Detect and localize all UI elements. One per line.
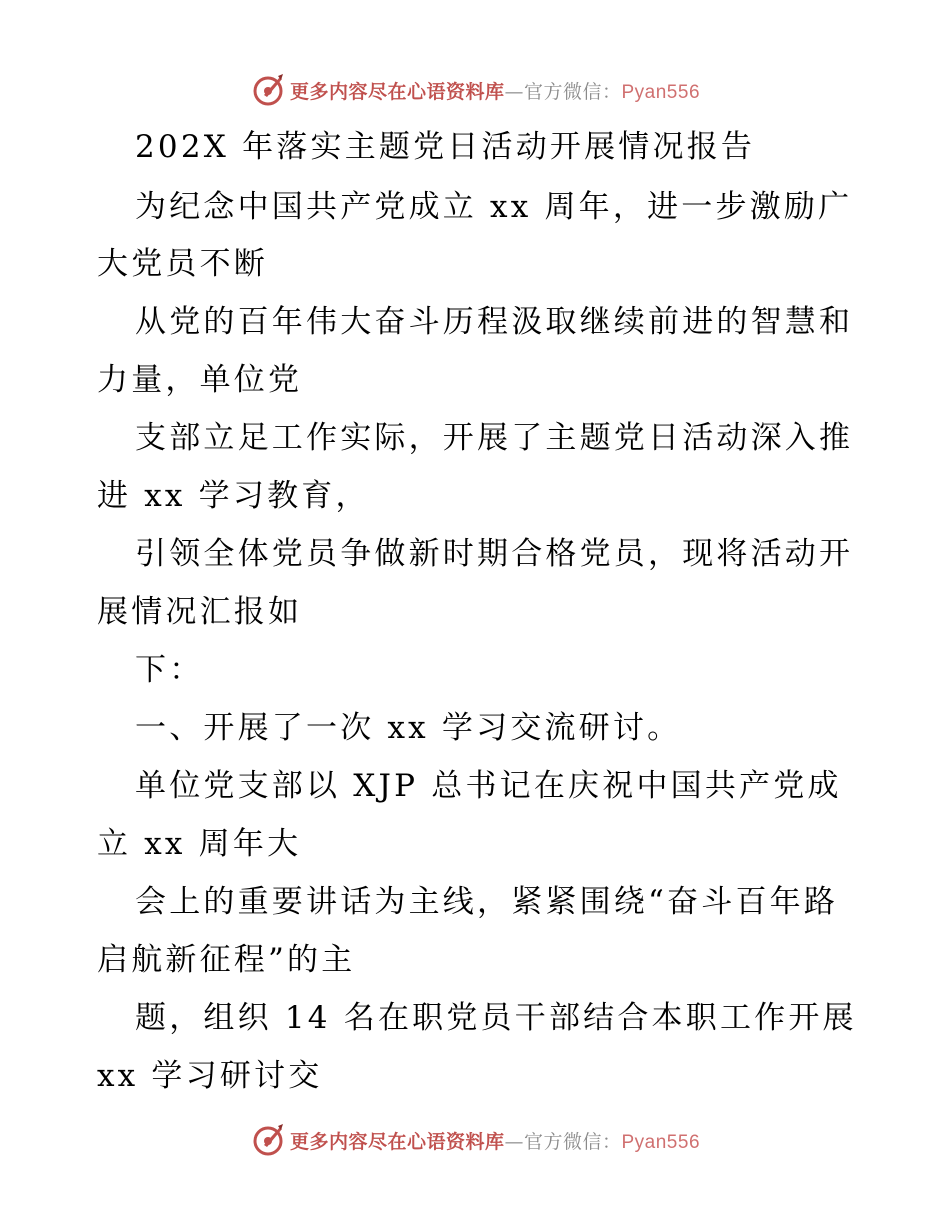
paragraph-line: 引领全体党员争做新时期合格党员，现将活动开 xyxy=(135,536,854,572)
paragraph-line: xx 学习研讨交 xyxy=(97,1058,323,1094)
banner-wechat-id: Pyan556 xyxy=(621,81,701,103)
banner-wechat-id: Pyan556 xyxy=(621,1131,701,1153)
paragraph-line: 大党员不断 xyxy=(97,246,268,282)
banner-dash: — xyxy=(504,1130,524,1153)
paragraph-line: 力量，单位党 xyxy=(97,362,303,398)
paragraph-line: 启航新征程”的主 xyxy=(97,942,356,978)
banner-dash: — xyxy=(504,80,524,103)
section-heading: 一、开展了一次 xx 学习交流研讨。 xyxy=(135,710,682,746)
document-title: 202X 年落实主题党日活动开展情况报告 xyxy=(135,129,756,165)
banner-wechat-label: 官方微信： xyxy=(523,80,622,103)
paragraph-line: 题，组织 14 名在职党员干部结合本职工作开展 xyxy=(135,1000,857,1036)
paragraph-line: 为纪念中国共产党成立 xx 周年，进一步激励广 xyxy=(135,189,853,225)
paragraph-line: 单位党支部以 XJP 总书记在庆祝中国共产党成 xyxy=(135,768,842,804)
banner-title: 更多内容尽在心语资料库 xyxy=(289,80,505,103)
paragraph-line: 立 xx 周年大 xyxy=(97,826,302,862)
banner-wechat-label: 官方微信： xyxy=(523,1130,622,1153)
paragraph-line: 支部立足工作实际，开展了主题党日活动深入推 xyxy=(135,420,854,456)
paragraph-line: 会上的重要讲话为主线，紧紧围绕“奋斗百年路 xyxy=(135,884,839,920)
paragraph-line: 从党的百年伟大奋斗历程汲取继续前进的智慧和 xyxy=(135,304,854,340)
quill-pen-logo-icon xyxy=(250,72,286,108)
header-banner[interactable] xyxy=(0,70,950,110)
paragraph-line: 展情况汇报如 xyxy=(97,594,303,630)
paragraph-line: 进 xx 学习教育， xyxy=(97,478,370,514)
quill-pen-logo-icon xyxy=(250,1122,286,1158)
paragraph-line: 下： xyxy=(135,652,204,688)
footer-banner[interactable] xyxy=(0,1120,950,1160)
banner-title: 更多内容尽在心语资料库 xyxy=(289,1130,505,1153)
